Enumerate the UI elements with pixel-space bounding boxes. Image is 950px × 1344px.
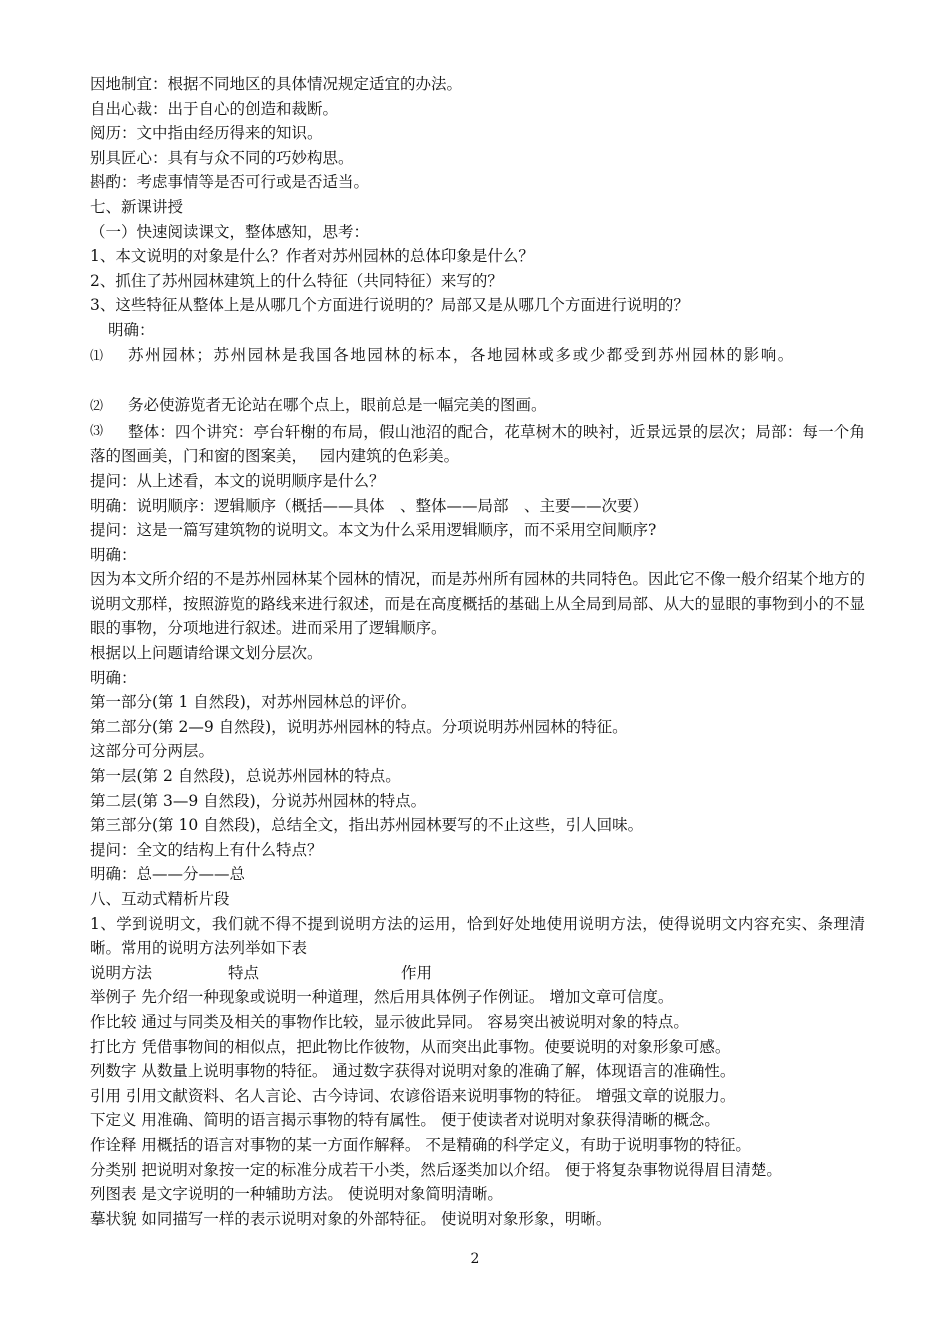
table-row: 作诠释 用概括的语言对事物的某一方面作解释。 不是精确的科学定义，有助于说明事物的特征。 — [90, 1135, 751, 1154]
table-row: 举例子 先介绍一种现象或说明一种道理，然后用具体例子作例证。 增加文章可信度。 — [90, 988, 674, 1007]
table-row: 摹状貌 如同描写一样的表示说明对象的外部特征。 使说明对象形象，明晰。 — [90, 1209, 612, 1228]
table-row: 分类别 把说明对象按一定的标准分成若干小类，然后逐类加以介绍。 便于将复杂事物说得眉目清楚。 — [90, 1160, 782, 1179]
answer: 明确：说明顺序：逻辑顺序（概括——具体 、整体——局部 、主要——次要） — [90, 496, 649, 515]
table-header-cell: 特点 — [228, 963, 260, 982]
vocab-line: 因地制宜：根据不同地区的具体情况规定适宜的办法。 — [90, 75, 463, 93]
table-row: 列图表 是文字说明的一种辅助方法。 使说明对象简明清晰。 — [90, 1185, 503, 1204]
vocab-line: 阅历：文中指由经历得来的知识。 — [90, 124, 323, 143]
answer-text: 整体：四个讲究：亭台轩榭的布局，假山池沼的配合，花草树木的映衬，近景远景的层次；局部：每一个角落的图画美，门和窗的图案美， 园内建筑的色彩美。 — [90, 422, 865, 466]
question: 提问：全文的结构上有什么特点？ — [90, 840, 323, 859]
structure-line: 第三部分(第 10 自然段)，总结全文，指出苏州园林要写的不止这些，引人回味。 — [90, 816, 644, 835]
answer-text: 苏州园林；苏州园林是我国各地园林的标本，各地园林或多或少都受到苏州园林的影响。 — [128, 345, 795, 364]
answer-item — [90, 393, 865, 420]
question: 1、本文说明的对象是什么？作者对苏州园林的总体印象是什么？ — [90, 247, 534, 266]
answer-number: ⑴ — [90, 348, 105, 364]
structure-line: 第一层(第 2 自然段)，总说苏州园林的特点。 — [90, 767, 401, 786]
intro-paragraph: 1、学到说明文，我们就不得不提到说明方法的运用，恰到好处地使用说明方法，使得说明文内容充实、条理清晰。常用的说明方法列举如下表 — [90, 914, 865, 958]
vocab-line: 别具匠心：具有与众不同的巧妙构思。 — [90, 148, 354, 167]
subsection-heading: （一）快速阅读课文，整体感知，思考： — [90, 222, 370, 241]
blank-line — [90, 369, 865, 393]
table-header-cell: 作用 — [401, 963, 433, 982]
table-row: 下定义 用准确、简明的语言揭示事物的特有属性。 便于使读者对说明对象获得清晰的概念。 — [90, 1111, 720, 1130]
answer-number: ⑶ — [90, 423, 104, 439]
question: 提问：这是一篇写建筑物的说明文。本文为什么采用逻辑顺序，而不采用空间顺序? — [90, 521, 657, 540]
structure-line: 第二部分(第 2—9 自然段)，说明苏州园林的特点。分项说明苏州园林的特征。 — [90, 717, 628, 736]
answer-item — [90, 420, 865, 469]
question: 提问：从上述看，本文的说明顺序是什么？ — [90, 471, 385, 490]
answer-label: 明确： — [90, 545, 137, 564]
table-header-cell: 说明方法 — [90, 963, 153, 982]
answer-number: ⑵ — [90, 399, 104, 415]
answer-label: 明确： — [108, 320, 155, 339]
answer-paragraph: 因为本文所介绍的不是苏州园林某个园林的情况，而是苏州所有园林的共同特色。因此它不像一般介绍某个地方的说明文那样，按照游览的路线来进行叙述，而是在高度概括的基础上从全局到局部、从大的显眼的事物到小的不显眼的事物，分项地进行叙述。进而采用了逻辑顺序。 — [90, 570, 866, 638]
answer-label: 明确： — [90, 668, 137, 687]
document-body — [90, 72, 865, 1231]
structure-line: 第二层(第 3—9 自然段)，分说苏州园林的特点。 — [90, 791, 427, 810]
table-row: 打比方 凭借事物间的相似点，把此物比作彼物，从而突出此事物。使要说明的对象形象可感。 — [90, 1037, 731, 1056]
question: 3、这些特征从整体上是从哪几个方面进行说明的？局部又是从哪几个方面进行说明的？ — [90, 296, 689, 315]
vocab-line: 自出心裁：出于自心的创造和裁断。 — [90, 99, 339, 118]
answer: 明确：总——分——总 — [90, 865, 246, 884]
vocab-line: 斟酌：考虑事情等是否可行或是否适当。 — [90, 173, 370, 192]
structure-line: 第一部分(第 1 自然段)，对苏州园林总的评价。 — [90, 693, 417, 712]
table-row: 作比较 通过与同类及相关的事物作比较，显示彼此异同。 容易突出被说明对象的特点。 — [90, 1012, 689, 1031]
section-heading: 八、互动式精析片段 — [90, 890, 230, 908]
table-row: 列数字 从数量上说明事物的特征。 通过数字获得对说明对象的准确了解，体现语言的准确性。 — [90, 1062, 736, 1081]
answer-text: 务必使游览者无论站在哪个点上，眼前总是一幅完美的图画。 — [128, 396, 547, 415]
page-number: 2 — [470, 1251, 480, 1267]
answer-item — [90, 343, 865, 370]
question: 2、抓住了苏州园林建筑上的什么特征（共同特征）来写的？ — [90, 271, 503, 290]
table-row: 引用 引用文献资料、名人言论、古今诗词、农谚俗语来说明事物的特征。 增强文章的说服力。 — [90, 1086, 736, 1105]
question: 根据以上问题请给课文划分层次。 — [90, 644, 323, 663]
section-heading: 七、新课讲授 — [90, 197, 184, 216]
structure-line: 这部分可分两层。 — [90, 742, 215, 761]
table-header — [90, 961, 865, 986]
